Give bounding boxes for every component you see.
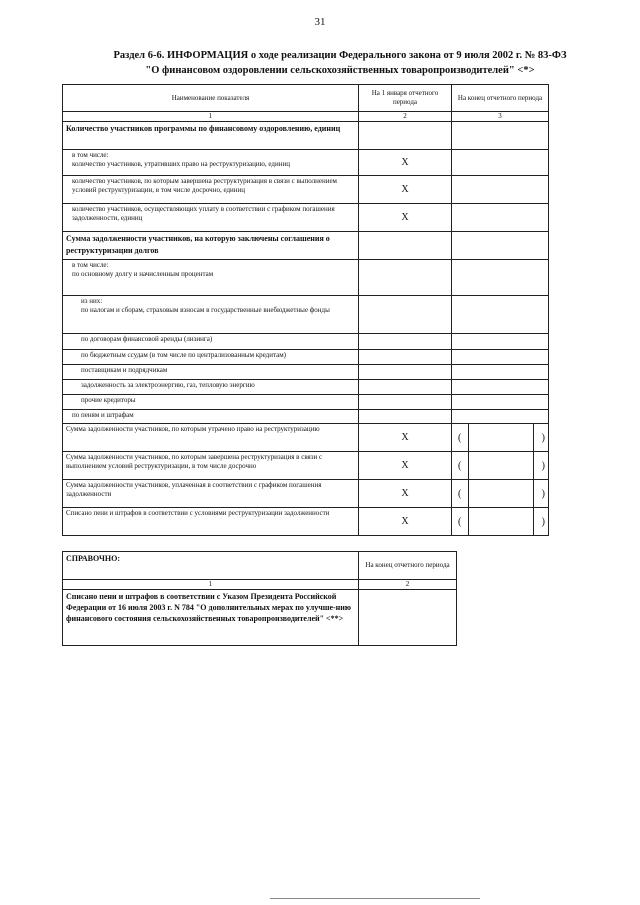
x-mark: X: [359, 452, 452, 480]
row-budget-loans: по бюджетным ссудам (в том числе по централизованным кредитам): [63, 350, 359, 365]
col-num-3: 3: [452, 112, 549, 122]
paren-cell: [452, 452, 549, 480]
paren-close: ): [541, 488, 545, 499]
x-mark: X: [359, 150, 452, 176]
row-other-creditors: прочие кредиторы: [63, 395, 359, 410]
header-period-end: На конец отчетного периода: [452, 85, 549, 112]
cell: [452, 122, 549, 150]
row-debt-lost-right: Сумма задолженности участников, по которым утрачено право на реструктуризацию: [63, 424, 359, 452]
row-energy: задолженность за электроэнергию, газ, тепловую энергию: [63, 380, 359, 395]
cell: [452, 232, 549, 260]
cell: [359, 232, 452, 260]
paren-open: (: [458, 516, 462, 527]
paren-open: (: [458, 432, 462, 443]
col-num-2: 2: [359, 580, 457, 590]
row-debt-completed: Сумма задолженности участников, по которым завершена реструктуризация в связи с выполнением условий реструктуризации, в том числе досрочно: [63, 452, 359, 480]
row-debt-paid: Сумма задолженности участников, уплаченная в соответствии с графиком погашения задолженности: [63, 480, 359, 508]
cell: [359, 334, 452, 350]
row-debt-sum: Сумма задолженности участников, на которую заключены соглашения о реструктуризации долгов: [63, 232, 359, 260]
title-line-1: Раздел 6-6. ИНФОРМАЦИЯ о ходе реализации Федерального закона от 9 июля 2002 г. № 83-ФЗ: [113, 50, 567, 61]
col-num-2: 2: [359, 112, 452, 122]
info-table: [62, 84, 549, 536]
cell: [452, 334, 549, 350]
cell: [359, 380, 452, 395]
paren-close: ): [541, 516, 545, 527]
cell: [359, 410, 452, 424]
col-num-1: 1: [63, 580, 359, 590]
x-mark: X: [359, 204, 452, 232]
row-leasing: по договорам финансовой аренды (лизинга): [63, 334, 359, 350]
reference-table: [62, 551, 457, 646]
paren-box: [468, 424, 534, 451]
cell: [359, 590, 457, 646]
cell: [452, 410, 549, 424]
page-number: 31: [314, 16, 326, 28]
cell: [359, 260, 452, 296]
header-indicator-name: Наименование показателя: [63, 85, 359, 112]
row-decree-write-off: Списано пени и штрафов в соответствии с Указом Президента Российской Федерации от 16 июля 2003 г. N 784 "О дополнительных мерах по улучше-нию финансового состояния сельскохозяйственных товаропроизводителей" <**>: [63, 590, 359, 646]
cell: [452, 380, 549, 395]
section-title: [60, 48, 620, 78]
header-reference: СПРАВОЧНО:: [63, 552, 359, 580]
cell: [452, 260, 549, 296]
row-completed: количество участников, по которым завершена реструктуризация в связи с выполнением условий реструктуризации, в том числе досрочно, единиц: [63, 176, 359, 204]
row-taxes: из них: по налогам и сборам, страховым взносам в государственные внебюджетные фонды: [63, 296, 359, 334]
row-paying-schedule: количество участников, осуществляющих уплату в соответствии с графиком погашения задолженности, единиц: [63, 204, 359, 232]
row-participants-count: Количество участников программы по финансовому оздоровлению, единиц: [63, 122, 359, 150]
cell: [359, 350, 452, 365]
header-period-end-2: На конец отчетного периода: [359, 552, 457, 580]
paren-cell: [452, 508, 549, 536]
row-suppliers: поставщикам и подрядчикам: [63, 365, 359, 380]
row-lost-right: в том числе: количество участников, утративших право на реструктуризацию, единиц: [63, 150, 359, 176]
cell: [452, 395, 549, 410]
cell: [359, 395, 452, 410]
col-num-1: 1: [63, 112, 359, 122]
cell: [452, 176, 549, 204]
paren-open: (: [458, 488, 462, 499]
x-mark: X: [359, 424, 452, 452]
cell: [359, 365, 452, 380]
x-mark: X: [359, 480, 452, 508]
row-penalties-written-off: Списано пени и штрафов в соответствии с условиями реструктуризации задолженности: [63, 508, 359, 536]
row-penalties: по пеням и штрафам: [63, 410, 359, 424]
paren-open: (: [458, 460, 462, 471]
x-mark: X: [359, 176, 452, 204]
paren-close: ): [541, 432, 545, 443]
cell: [359, 122, 452, 150]
x-mark: X: [359, 508, 452, 536]
paren-box: [468, 508, 534, 535]
footer-line: [0, 898, 640, 899]
cell: [452, 204, 549, 232]
header-jan1: На 1 января отчетного периода: [359, 85, 452, 112]
cell: [452, 365, 549, 380]
paren-cell: [452, 424, 549, 452]
paren-close: ): [541, 460, 545, 471]
cell: [452, 296, 549, 334]
title-line-2: "О финансовом оздоровлении сельскохозяйственных товаропроизводителей" <*>: [145, 65, 535, 76]
cell: [452, 350, 549, 365]
cell: [452, 150, 549, 176]
paren-cell: [452, 480, 549, 508]
paren-box: [468, 452, 534, 479]
cell: [359, 296, 452, 334]
row-principal: в том числе: по основному долгу и начисленным процентам: [63, 260, 359, 296]
paren-box: [468, 480, 534, 507]
